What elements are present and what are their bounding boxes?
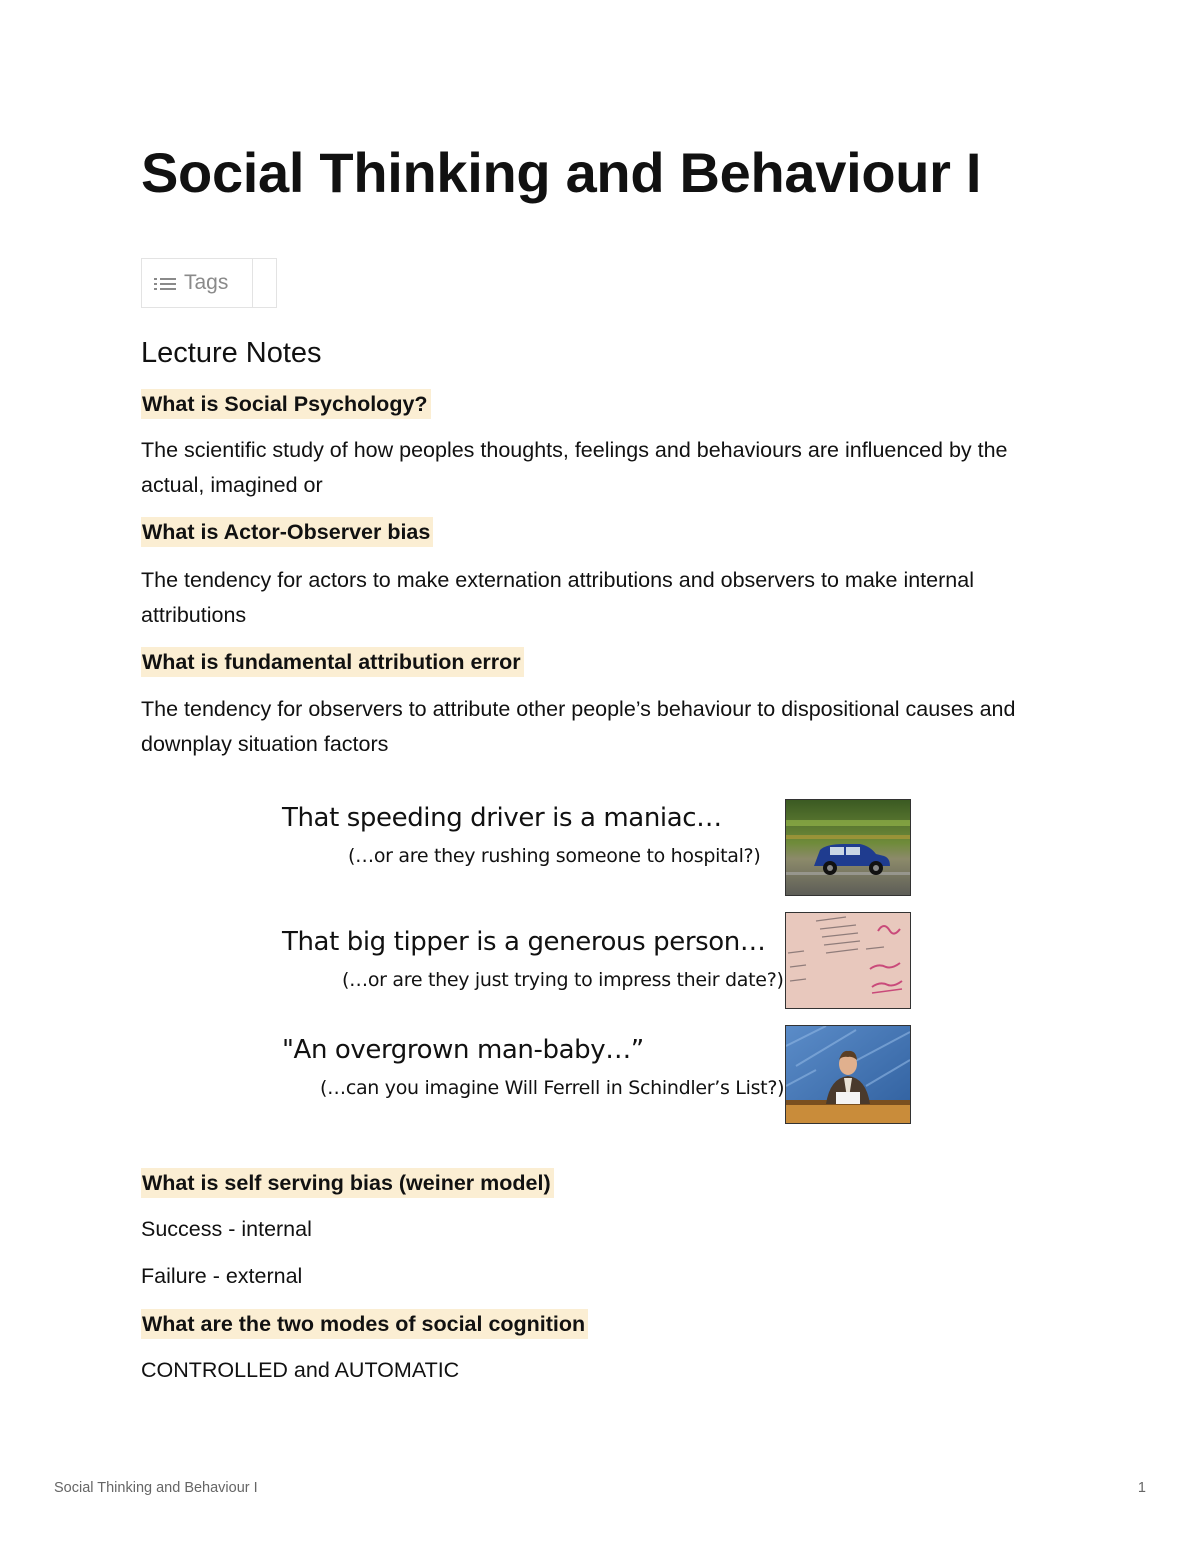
note-answer: The tendency for actors to make externation attributions and observers to make internal attributions: [141, 568, 974, 627]
figure-aside: (…can you imagine Will Ferrell in Schindler’s List?): [320, 1077, 785, 1099]
page-number: 1: [1137, 1480, 1146, 1496]
question-highlight: What is Actor-Observer bias: [141, 517, 433, 547]
figure-statement: That big tipper is a generous person…: [282, 927, 766, 957]
question-highlight: What is fundamental attribution error: [141, 647, 524, 677]
note-answer: Success - internal: [141, 1217, 312, 1241]
tags-label: Tags: [184, 271, 229, 294]
section-heading: Lecture Notes: [141, 337, 322, 369]
speeding-car-photo: [785, 799, 911, 896]
page-title: Social Thinking and Behaviour I: [141, 141, 982, 204]
note-question: [141, 392, 431, 417]
question-highlight: What is Social Psychology?: [141, 389, 431, 419]
note-answer: CONTROLLED and AUTOMATIC: [141, 1358, 460, 1382]
figure-statement: That speeding driver is a maniac…: [282, 803, 722, 833]
figure-aside: (…or are they rushing someone to hospital?): [348, 845, 761, 867]
note-question: [141, 520, 433, 545]
note-answer: The scientific study of how peoples thoughts, feelings and behaviours are influenced by the actual, imagined or: [141, 438, 1008, 497]
note-question: [141, 650, 524, 675]
list-icon: [154, 275, 176, 291]
note-question: [141, 1312, 588, 1337]
figure-aside: (…or are they just trying to impress their date?): [342, 969, 784, 991]
restaurant-receipt-photo: [785, 912, 911, 1009]
note-question: [141, 1171, 554, 1196]
question-highlight: What are the two modes of social cognition: [141, 1309, 588, 1339]
tags-property-label[interactable]: [142, 259, 253, 307]
question-highlight: What is self serving bias (weiner model): [141, 1168, 554, 1198]
footer-title: Social Thinking and Behaviour I: [54, 1480, 258, 1496]
note-answer: Failure - external: [141, 1264, 303, 1288]
figure-statement: "An overgrown man-baby…”: [282, 1035, 644, 1065]
note-answer: The tendency for observers to attribute other people’s behaviour to dispositional causes and downplay situation factors: [141, 697, 1016, 756]
tags-value-cell[interactable]: [253, 259, 276, 307]
tags-property[interactable]: [141, 258, 277, 308]
news-anchor-photo: [785, 1025, 911, 1124]
